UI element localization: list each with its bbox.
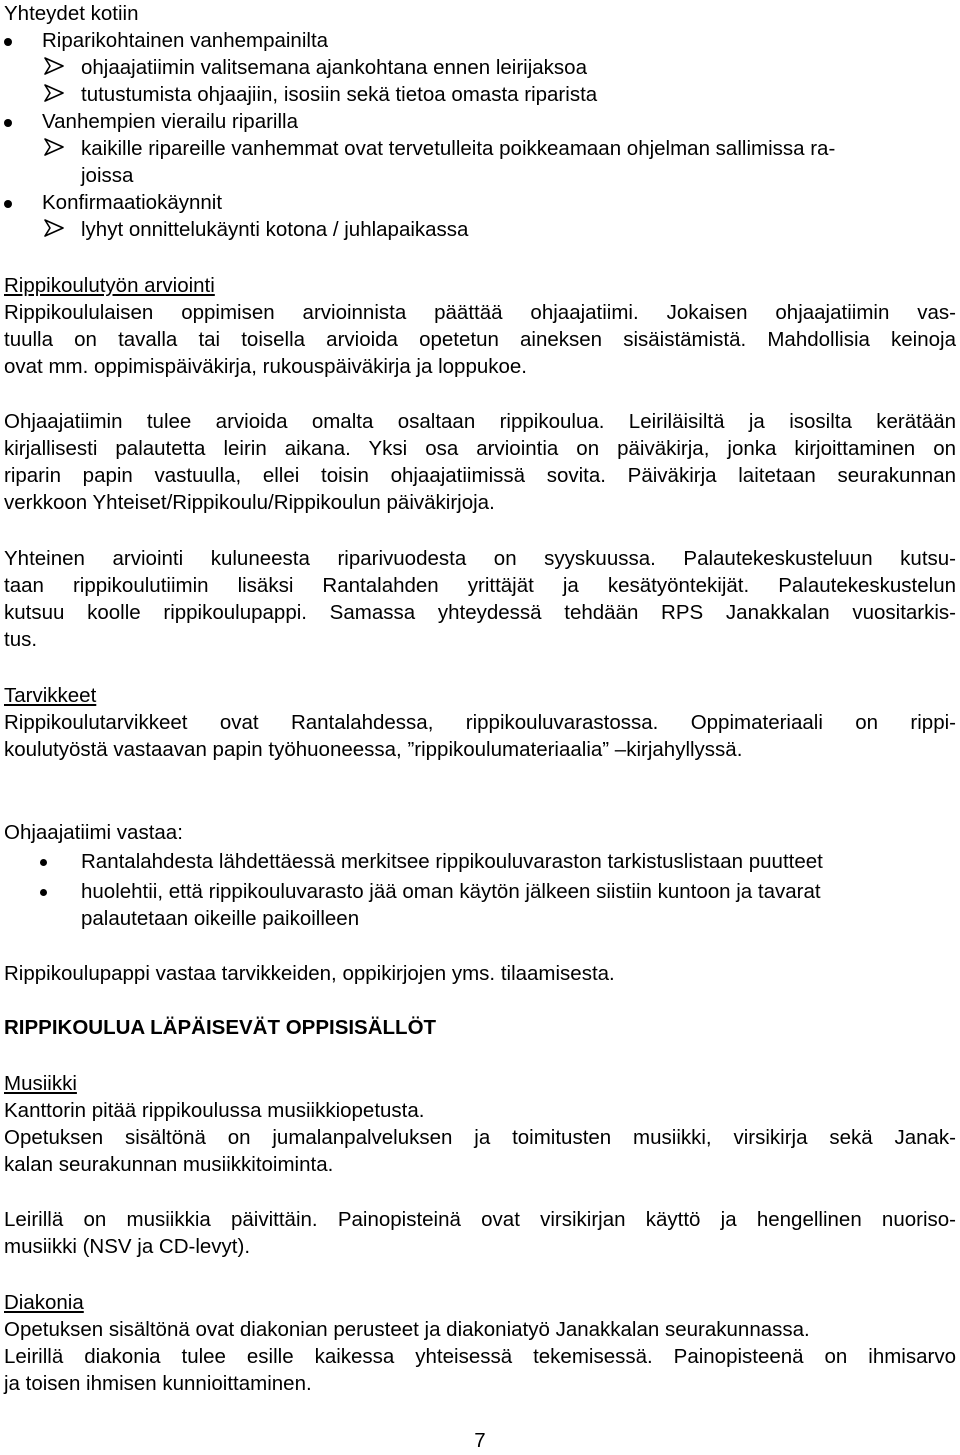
paragraph-line: Rippikoululaisen oppimisen arvioinnista päättää ohjaajatiimi. Jokaisen ohjaajatiimin vas-: [4, 301, 956, 324]
arrow-bullet-icon: [44, 57, 64, 75]
paragraph-line: tuulla on tavalla tai toisella arvioida opetetun aineksen sisäistämistä. Mahdollisia keinoja: [4, 328, 956, 351]
paragraph-line: kutsuu koolle rippikoulupappi. Samassa yhteydessä tehdään RPS Janakkalan vuositarkis-: [4, 601, 956, 624]
paragraph-line: verkkoon Yhteiset/Rippikoulu/Rippikoulun päiväkirjoja.: [4, 491, 495, 514]
section-title-tarvikkeet: Tarvikkeet: [4, 684, 97, 707]
paragraph-line: Leirillä on musiikkia päivittäin. Painopisteinä ovat virsikirjan käyttö ja hengellinen nuoriso-: [4, 1208, 956, 1231]
list-item-continuation: palautetaan oikeille paikoilleen: [81, 907, 360, 930]
document-page: Yhteydet kotiin Riparikohtainen vanhempainilta ohjaajatiimin valitsemana ajankohtana ennen leirijaksoa tutustumista ohjaajiin, isosiin sekä tietoa omasta riparista Vanhempien vierailu riparilla kaikille ripareille vanhemmat ovat tervetulleita poikkeamaan ohjelman sallimissa ra- joissa Konfirmaatiokäynnit lyhyt onnittelukäynti kotona / juhlapaikassa Rippikoulutyön arviointi Rippikoululaisen oppimisen arvioinnista päättää ohjaajatiimi. Jokaisen ohjaajatiimin vas- tuulla on tavalla tai toisella arvioida opetetun aineksen sisäistämistä. Mahdollisia keinoja ovat mm. oppimispäiväkirja, rukouspäiväkirja ja loppukoe. Ohjaajatiimin tulee arvioida omalta osaltaan rippikoulua. Leiriläisiltä ja isosilta kerätään kirjallisesti palautetta leirin aikana. Yksi osa arviointia on päiväkirja, jonka kirjoittaminen on riparin papin vastuulla, ellei toisin ohjaajatiimissä sovita. Päiväkirja laitetaan seurakunnan verkkoon Yhteiset/Rippikoulu/Rippikoulun päiväkirjoja. Yhteinen arviointi kuluneesta riparivuodesta on syyskuussa. Palautekeskusteluun kutsu- taan rippikoulutiimin lisäksi Rantalahden yrittäjät ja kesätyöntekijät. Palautekeskustelun kutsuu koolle rippikoulupappi. Samassa yhteydessä tehdään RPS Janakkalan vuositarkis- tus. Tarvikkeet Rippikoulutarvikkeet ovat Rantalahdessa, rippikouluvarastossa. Oppimateriaali on rippi- koulutyöstä vastaavan papin työhuoneessa, ”rippikoulumateriaalia” –kirjahyllyssä. Ohjaajatiimi vastaa: Rantalahdesta lähdettäessä merkitsee rippikouluvaraston tarkistuslistaan puutteet huolehtii, että rippikouluvarasto jää oman käytön jälkeen siistiin kuntoon ja tavarat palautetaan oikeille paikoilleen Rippikoulupappi vastaa tarvikkeiden, oppikirjojen yms. tilaamisesta. RIPPIKOULUA LÄPÄISEVÄT OPPISISÄLLÖT Musiikki Kanttorin pitää rippikoulussa musiikkiopetusta. Opetuksen sisältönä on jumalanpalveluksen ja toimitusten musiikki, virsikirja sekä Janak- kalan seurakunnan musiikkitoiminta. Leirillä on musiikkia päivittäin. Painopisteinä ovat virsikirjan käyttö ja hengellinen nuoriso- musiikki (NSV ja CD-levyt). Diakonia Opetuksen sisältönä ovat diakonian perusteet ja diakoniatyö Janakkalan seurakunnassa. Leirillä diakonia tulee esille kaikessa yhteisessä tekemisessä. Painopisteenä on ihmisarvo ja toisen ihmisen kunnioittaminen. 7: [0, 0, 960, 1455]
bullet-icon: [4, 119, 12, 127]
bullet-icon: [4, 38, 12, 46]
arrow-bullet-icon: [44, 138, 64, 156]
arrow-bullet-icon: [44, 219, 64, 237]
paragraph-line: Rippikoulutarvikkeet ovat Rantalahdessa, rippikouluvarastossa. Oppimateriaali on rippi-: [4, 711, 956, 734]
paragraph-line: Rippikoulupappi vastaa tarvikkeiden, oppikirjojen yms. tilaamisesta.: [4, 962, 615, 985]
bullet-icon: [40, 889, 47, 896]
arrow-bullet-icon: [44, 84, 64, 102]
paragraph-line: Ohjaajatiimin tulee arvioida omalta osaltaan rippikoulua. Leiriläisiltä ja isosilta kerätään: [4, 410, 956, 433]
page-number: 7: [474, 1429, 486, 1452]
paragraph-line: kirjallisesti palautetta leirin aikana. Yksi osa arviointia on päiväkirja, jonka kirjoittaminen on: [4, 437, 956, 460]
section-title-diakonia: Diakonia: [4, 1291, 84, 1314]
bullet-icon: [40, 859, 47, 866]
paragraph-line: ovat mm. oppimispäiväkirja, rukouspäiväkirja ja loppukoe.: [4, 355, 527, 378]
paragraph-line: riparin papin vastuulla, ellei toisin ohjaajatiimissä sovita. Päiväkirja laitetaan seurakunnan: [4, 464, 956, 487]
paragraph-line: kalan seurakunnan musiikkitoiminta.: [4, 1153, 334, 1176]
section-title-ohjaajatiimi: Ohjaajatiimi vastaa:: [4, 821, 183, 844]
paragraph-line: musiikki (NSV ja CD-levyt).: [4, 1235, 251, 1258]
bullet-icon: [4, 200, 12, 208]
list-item-continuation: joissa: [81, 164, 134, 187]
paragraph-line: Kanttorin pitää rippikoulussa musiikkiopetusta.: [4, 1099, 425, 1122]
paragraph-line: koulutyöstä vastaavan papin työhuoneessa, ”rippikoulumateriaalia” –kirjahyllyssä.: [4, 738, 743, 761]
section-title-yhteydet: Yhteydet kotiin: [4, 2, 139, 25]
section-title-arviointi: Rippikoulutyön arviointi: [4, 274, 215, 297]
paragraph-line: Yhteinen arviointi kuluneesta riparivuodesta on syyskuussa. Palautekeskusteluun kutsu-: [4, 547, 956, 570]
paragraph-line: tus.: [4, 628, 38, 651]
section-title-musiikki: Musiikki: [4, 1072, 77, 1095]
paragraph-line: Opetuksen sisältönä on jumalanpalveluksen ja toimitusten musiikki, virsikirja sekä Janak-: [4, 1126, 956, 1149]
paragraph-line: Leirillä diakonia tulee esille kaikessa yhteisessä tekemisessä. Painopisteenä on ihmisarvo: [4, 1345, 956, 1368]
paragraph-line: taan rippikoulutiimin lisäksi Rantalahden yrittäjät ja kesätyöntekijät. Palautekeskustelun: [4, 574, 956, 597]
paragraph-line: ja toisen ihmisen kunnioittaminen.: [4, 1372, 312, 1395]
paragraph-line: Opetuksen sisältönä ovat diakonian perusteet ja diakoniatyö Janakkalan seurakunnassa.: [4, 1318, 810, 1341]
heading-oppisisallot: RIPPIKOULUA LÄPÄISEVÄT OPPISISÄLLÖT: [4, 1016, 437, 1039]
